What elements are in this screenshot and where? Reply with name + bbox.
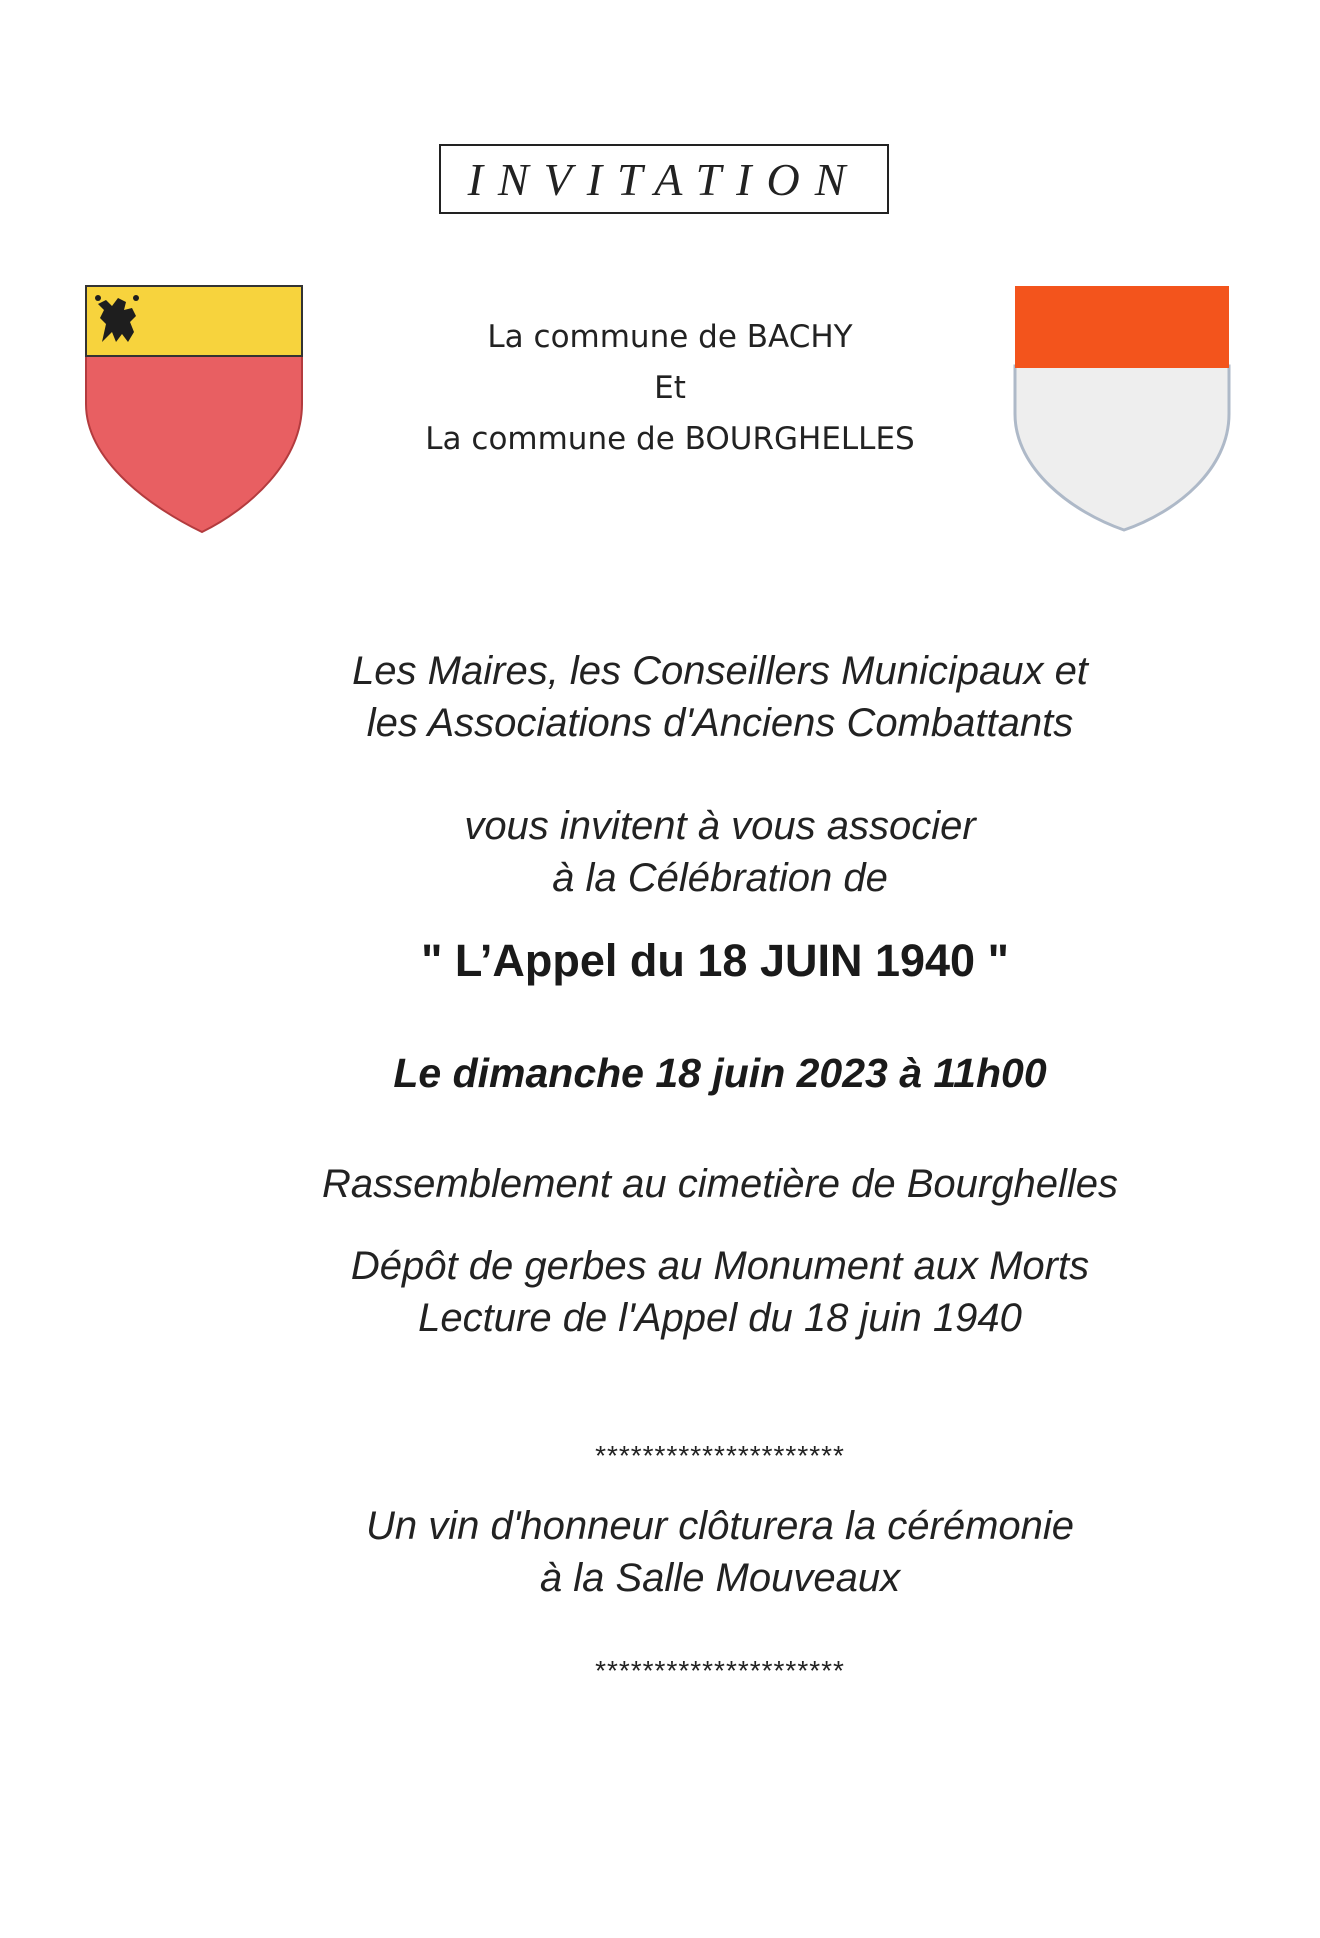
communes-block — [340, 312, 1000, 465]
invite-line-1: vous invitent à vous associer — [464, 804, 976, 848]
communes-conjunction: Et — [654, 370, 686, 406]
hosts-block — [160, 645, 1280, 749]
invite-line-2: à la Célébration de — [552, 856, 888, 900]
bourghelles-coat-of-arms — [1012, 284, 1232, 534]
invitation-title: INVITATION — [439, 144, 889, 214]
commune-bachy: La commune de BACHY — [487, 319, 853, 355]
program-line-2: Lecture de l'Appel du 18 juin 1940 — [418, 1296, 1022, 1340]
program-line-1: Dépôt de gerbes au Monument aux Morts — [350, 1244, 1090, 1288]
bachy-shield-bottom — [86, 354, 302, 532]
hosts-line-1: Les Maires, les Conseillers Municipaux et — [352, 649, 1088, 693]
gathering-text: Rassemblement au cimetière de Bourghelles — [322, 1162, 1118, 1206]
bourghelles-shield-chief — [1015, 286, 1229, 368]
event-date: Le dimanche 18 juin 2023 à 11h00 — [393, 1050, 1047, 1096]
invite-block — [160, 800, 1280, 904]
bachy-coat-of-arms — [84, 284, 304, 534]
separator-bottom: ********************* — [595, 1655, 845, 1686]
bourghelles-shield-bottom — [1015, 366, 1229, 530]
reception-line-1: Un vin d'honneur clôturera la cérémonie — [365, 1504, 1075, 1548]
hosts-line-2: les Associations d'Anciens Combattants — [366, 701, 1074, 745]
separator-top: ********************* — [595, 1440, 845, 1471]
reception-block — [160, 1500, 1280, 1604]
reception-line-2: à la Salle Mouveaux — [539, 1556, 901, 1600]
event-title: " L’Appel du 18 JUIN 1940 " — [421, 935, 1009, 986]
program-block — [160, 1240, 1280, 1344]
commune-bourghelles: La commune de BOURGHELLES — [425, 421, 915, 457]
